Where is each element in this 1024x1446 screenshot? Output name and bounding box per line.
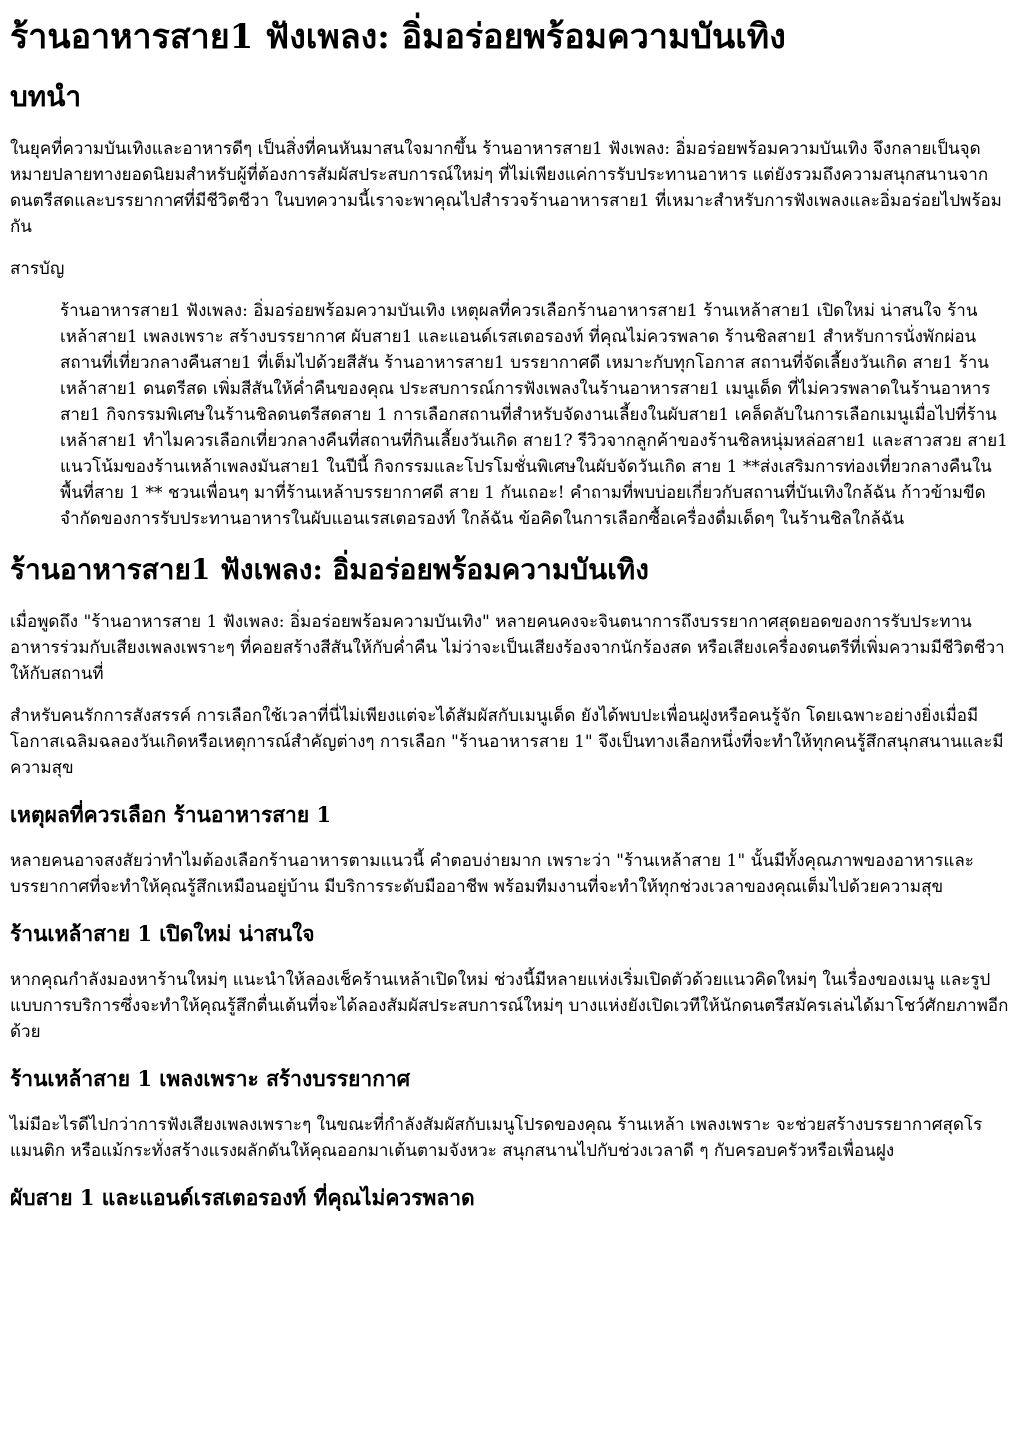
- toc-label: สารบัญ: [10, 258, 65, 279]
- section-heading-music-bars: ร้านเหล้าสาย 1 เพลงเพราะ สร้างบรรยากาศ: [10, 1066, 411, 1092]
- page-title: ร้านอาหารสาย1 ฟังเพลง: อิ่มอร่อยพร้อมความบันเทิง: [10, 17, 786, 57]
- section-heading-pub: ผับสาย 1 และแอนด์เรสเตอรองท์ ที่คุณไม่ควรพลาด: [10, 1185, 475, 1211]
- section-main-paragraph-2: สำหรับคนรักการสังสรรค์ การเลือกใช้เวลาที่นี่ไม่เพียงแต่จะได้สัมผัสกับเมนูเด็ด ยังได้พบปะเพื่อนฝูงหรือคนรู้จัก โดยเฉพาะอย่างยิ่งเมื่อมีโอกาสเฉลิมฉลองวันเกิดหรือเหตุการณ์สำคัญต่างๆ การเลือก "ร้านอาหารสาย 1" จึงเป็นทางเลือกหนึ่งที่จะทำให้ทุกคนรู้สึกสนุกสนานและมีความสุข: [10, 705, 1004, 778]
- section-new-bars-paragraph: หากคุณกำลังมองหาร้านใหม่ๆ แนะนำให้ลองเช็คร้านเหล้าเปิดใหม่ ช่วงนี้มีหลายแห่งเริ่มเปิดตัวด้วยแนวคิดใหม่ๆ ในเรื่องของเมนู และรูปแบบการบริการซึ่งจะทำให้คุณรู้สึกตื่นเต้นที่จะได้ลองสัมผัสประสบการณ์ใหม่ๆ บางแห่งยังเปิดเวทีให้นักดนตรีสมัครเล่นได้มาโชว์ศักยภาพอีกด้วย: [10, 970, 1009, 1043]
- section-heading-main: ร้านอาหารสาย1 ฟังเพลง: อิ่มอร่อยพร้อมความบันเทิง: [10, 552, 649, 586]
- table-of-contents: ร้านอาหารสาย1 ฟังเพลง: อิ่มอร่อยพร้อมความบันเทิง เหตุผลที่ควรเลือกร้านอาหารสาย1 ร้านเหล้าสาย1 เปิดใหม่ น่าสนใจ ร้านเหล้าสาย1 เพลงเพราะ สร้างบรรยากาศ ผับสาย1 และแอนด์เรสเตอรองท์ ที่คุณไม่ควรพลาด ร้านชิลสาย1 สำหรับการนั่งพักผ่อน สถานที่เที่ยวกลางคืนสาย1 ที่เต็มไปด้วยสีสัน ร้านอาหารสาย1 บรรยากาศดี เหมาะกับทุกโอกาส สถานที่จัดเลี้ยงวันเกิด สาย1 ร้านเหล้าสาย1 ดนตรีสด เพิ่มสีสันให้ค่ำคืนของคุณ ประสบการณ์การฟังเพลงในร้านอาหารสาย1 เมนูเด็ด ที่ไม่ควรพลาดในร้านอาหารสาย1 กิจกรรมพิเศษในร้านชิลดนตรีสดสาย 1 การเลือกสถานที่สำหรับจัดงานเลี้ยงในผับสาย1 เคล็ดลับในการเลือกเมนูเมื่อไปที่ร้านเหล้าสาย1 ทำไมควรเลือกเที่ยวกลางคืนที่สถานที่กินเลี้ยงวันเกิด สาย1? รีวิวจากลูกค้าของร้านชิลหนุ่มหล่อสาย1 และสาวสวย สาย1 แนวโน้มของร้านเหล้าเพลงมันสาย1 ในปีนี้ กิจกรรมและโปรโมชั่นพิเศษในผับจัดวันเกิด สาย 1 **ส่งเสริมการท่องเที่ยวกลางคืนในพื้นที่สาย 1 ** ชวนเพื่อนๆ มาที่ร้านเหล้าบรรยากาศดี สาย 1 กันเถอะ! คำถามที่พบบ่อยเกี่ยวกับสถานที่บันเทิงใกล้ฉัน ก้าวข้ามขีดจำกัดของการรับประทานอาหารในผับแอนเรสเตอรองท์ ใกล้ฉัน ข้อคิดในการเลือกซื้อเครื่องดื่มเด็ดๆ ในร้านชิลใกล้ฉัน: [60, 300, 1008, 529]
- section-main-paragraph-1: เมื่อพูดถึง "ร้านอาหารสาย 1 ฟังเพลง: อิ่มอร่อยพร้อมความบันเทิง" หลายคนคงจะจินตนาการถึงบรรยากาศสุดยอดของการรับประทานอาหารร่วมกับเสียงเพลงเพราะๆ ที่คอยสร้างสีสันให้กับค่ำคืน ไม่ว่าจะเป็นเสียงร้องจากนักร้องสด หรือเสียงเครื่องดนตรีที่เพิ่มความมีชีวิตชีวาให้กับสถานที่: [10, 611, 1005, 684]
- section-heading-new-bars: ร้านเหล้าสาย 1 เปิดใหม่ น่าสนใจ: [10, 920, 315, 946]
- section-music-bars-paragraph: ไม่มีอะไรดีไปกว่าการฟังเสียงเพลงเพราะๆ ในขณะที่กำลังสัมผัสกับเมนูโปรดของคุณ ร้านเหล้า เพลงเพราะ จะช่วยสร้างบรรยากาศสุดโรแมนติก หรือแม้กระทั่งสร้างแรงผลักดันให้คุณออกมาเต้นตามจังหวะ สนุกสนานไปกับช่วงเวลาดี ๆ กับครอบครัวหรือเพื่อนฝูง: [10, 1115, 983, 1162]
- section-reasons-paragraph: หลายคนอาจสงสัยว่าทำไมต้องเลือกร้านอาหารตามแนวนี้ คำตอบง่ายมาก เพราะว่า "ร้านเหล้าสาย 1" นั้นมีทั้งคุณภาพของอาหารและบรรยากาศที่จะทำให้คุณรู้สึกเหมือนอยู่บ้าน มีบริการระดับมืออาชีพ พร้อมทีมงานที่จะทำให้ทุกช่วงเวลาของคุณเต็มไปด้วยความสุข: [10, 850, 974, 897]
- intro-heading: บทนำ: [10, 79, 82, 113]
- intro-paragraph: ในยุคที่ความบันเทิงและอาหารดีๆ เป็นสิ่งที่คนหันมาสนใจมากขึ้น ร้านอาหารสาย1 ฟังเพลง: อิ่มอร่อยพร้อมความบันเทิง จึงกลายเป็นจุดหมายปลายทางยอดนิยมสำหรับผู้ที่ต้องการสัมผัสประสบการณ์ใหม่ๆ ที่ไม่เพียงแค่การรับประทานอาหาร แต่ยังรวมถึงความสนุกสนานจากดนตรีสดและบรรยากาศที่มีชีวิตชีวา ในบทความนี้เราจะพาคุณไปสำรวจร้านอาหารสาย1 ที่เหมาะสำหรับการฟังเพลงและอิ่มอร่อยไปพร้อมกัน: [10, 138, 1002, 237]
- section-heading-reasons: เหตุผลที่ควรเลือก ร้านอาหารสาย 1: [10, 801, 332, 827]
